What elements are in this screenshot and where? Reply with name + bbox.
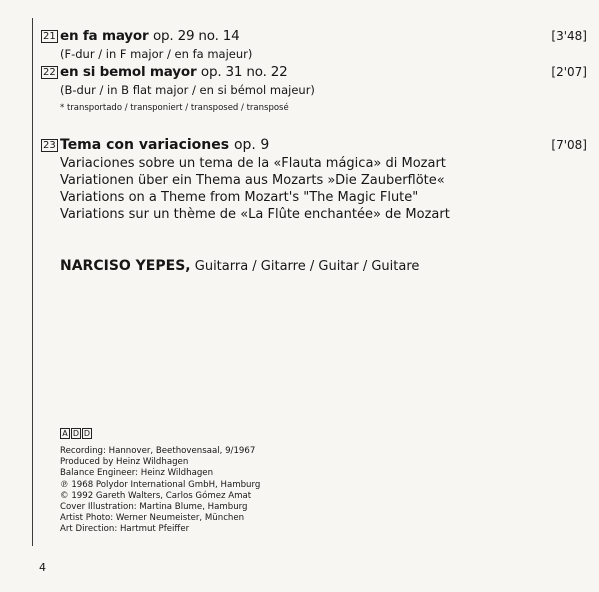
- credit-producer: Produced by Heinz Wildhagen: [60, 457, 189, 468]
- performer-name: NARCISO YEPES,: [60, 258, 191, 274]
- track-translations-21: (F-dur / in F major / en fa majeur): [60, 47, 253, 61]
- transposition-footnote: * transportado / transponiert / transposed / transposé: [60, 103, 289, 113]
- track-number-21: 21: [43, 31, 56, 42]
- tema-line-en: Variations on a Theme from Mozart's "The Magic Flute": [60, 190, 419, 205]
- track-title-21-name: en fa mayor: [60, 28, 149, 44]
- spars-code: [60, 428, 93, 439]
- performer-credit: [60, 258, 419, 274]
- left-margin-rule: [32, 18, 33, 546]
- track-translations-22: (B-dur / in B flat major / en si bémol majeur): [60, 83, 315, 97]
- track-title-23-name: Tema con variaciones: [60, 137, 230, 153]
- performer-instrument: Guitarra / Gitarre / Guitar / Guitare: [194, 259, 420, 274]
- production-credits: [60, 446, 260, 536]
- track-number-23: 23: [43, 140, 56, 151]
- spars-letter-3: D: [83, 429, 91, 438]
- track-opus-23: op. 9: [233, 137, 270, 153]
- credit-balance-engineer: Balance Engineer: Heinz Wildhagen: [60, 468, 214, 479]
- track-title-21: [60, 28, 240, 44]
- page-number: 4: [39, 561, 46, 574]
- track-duration-23: [7'08]: [551, 138, 587, 152]
- track-number-22: 22: [43, 67, 56, 78]
- credit-recording: Recording: Hannover, Beethovensaal, 9/1967: [60, 446, 256, 456]
- credit-copyright: © 1992 Gareth Walters, Carlos Gómez Amat: [60, 490, 252, 501]
- tema-line-fr: Variations sur un thème de «La Flûte enchantée» de Mozart: [60, 207, 450, 222]
- track-opus-22: op. 31 no. 22: [200, 64, 288, 80]
- spars-letter-2: D: [72, 429, 80, 438]
- track-title-23: [60, 137, 269, 153]
- track-title-22: [60, 64, 288, 80]
- spars-letter-1: A: [60, 428, 70, 439]
- credit-cover: Cover Illustration: Martina Blume, Hamburg: [60, 502, 248, 513]
- credit-phonogram: ℗ 1968 Polydor International GmbH, Hamburg: [60, 479, 261, 490]
- track-title-22-name: en si bemol mayor: [60, 64, 197, 80]
- track-opus-21: op. 29 no. 14: [152, 28, 240, 44]
- tema-line-de: Variationen über ein Thema aus Mozarts »Die Zauberflöte«: [60, 173, 445, 188]
- tema-line-es: Variaciones sobre un tema de la «Flauta mágica» di Mozart: [60, 156, 446, 171]
- track-duration-21: [3'48]: [551, 29, 587, 43]
- track-duration-22: [2'07]: [551, 65, 587, 79]
- credit-photo: Artist Photo: Werner Neumeister, München: [60, 513, 245, 524]
- credit-art-direction: Art Direction: Hartmut Pfeiffer: [60, 524, 190, 535]
